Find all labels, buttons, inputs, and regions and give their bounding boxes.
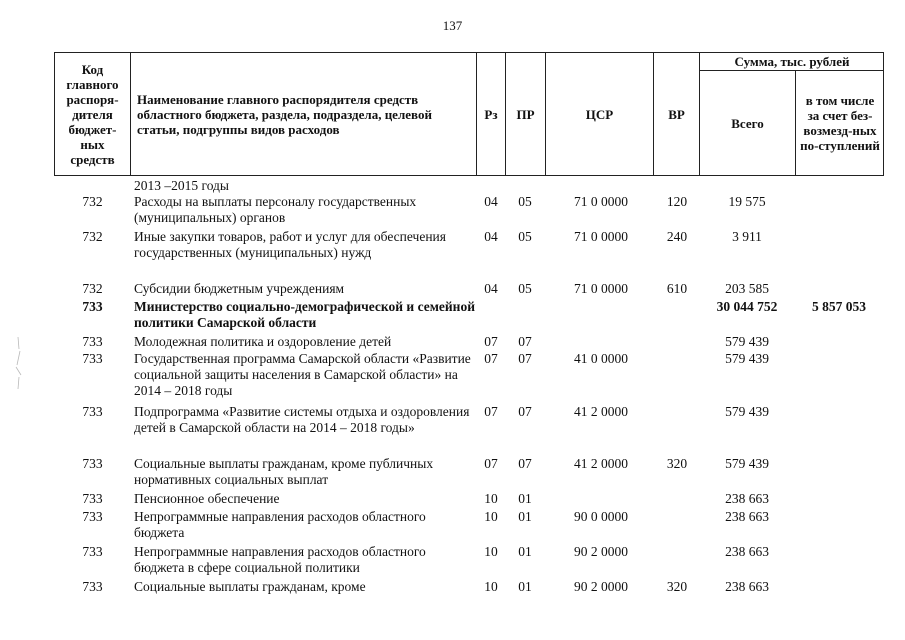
row-code: 732 [82, 229, 103, 244]
row-total: 30 044 752 [716, 299, 778, 314]
row-rz: 10 [484, 491, 498, 506]
row-code: 733 [82, 491, 103, 506]
row-pr: 07 [518, 404, 532, 419]
row-rz: 04 [484, 281, 498, 296]
row-csr: 90 2 0000 [574, 579, 628, 594]
row-name: Министерство социально-демографической и семейной политики Самарской области [134, 299, 475, 330]
row-total: 203 585 [725, 281, 769, 296]
row-pr: 05 [518, 281, 532, 296]
row-rz: 07 [484, 351, 498, 366]
row-pr: 01 [518, 509, 532, 524]
row-name: Государственная программа Самарской области «Развитие социальной защиты населения в Самарской области» на 2014 – 2018 годы [134, 351, 471, 398]
scan-artifact [8, 335, 28, 395]
row-gratuitous: 5 857 053 [812, 299, 866, 314]
row-name: Пенсионное обеспечение [134, 491, 280, 506]
row-code: 733 [82, 544, 103, 559]
header-code: Код главного распоря-дителя бюджет-ных средств [66, 61, 119, 167]
row-rz: 10 [484, 544, 498, 559]
row-rz: 04 [484, 229, 498, 244]
row-csr: 41 2 0000 [574, 456, 628, 471]
header-pr: ПР [516, 106, 535, 122]
header-vr: ВР [668, 106, 685, 122]
row-total: 238 663 [725, 509, 769, 524]
row-name: Социальные выплаты гражданам, кроме [134, 579, 366, 594]
row-name: Непрограммные направления расходов областного бюджета [134, 509, 426, 540]
row-rz: 07 [484, 456, 498, 471]
row-csr: 71 0 0000 [574, 281, 628, 296]
row-name: Подпрограмма «Развитие системы отдыха и оздоровления детей в Самарской области на 2014 – 2018 годы» [134, 404, 470, 435]
row-total: 3 911 [732, 229, 762, 244]
row-total: 579 439 [725, 404, 769, 419]
row-total: 238 663 [725, 579, 769, 594]
row-pr: 01 [518, 544, 532, 559]
row-rz: 10 [484, 579, 498, 594]
row-total: 579 439 [725, 456, 769, 471]
row-total: 579 439 [725, 351, 769, 366]
row-code: 733 [82, 509, 103, 524]
row-code: 733 [82, 456, 103, 471]
row-pr: 05 [518, 229, 532, 244]
row-pr: 01 [518, 579, 532, 594]
row-name: Иные закупки товаров, работ и услуг для обеспечения государственных (муниципальных) нужд [134, 229, 446, 260]
row-code: 733 [82, 404, 103, 419]
row-csr: 90 0 0000 [574, 509, 628, 524]
row-vr: 120 [666, 194, 688, 209]
row-rz: 07 [484, 404, 498, 419]
row-total: 238 663 [725, 491, 769, 506]
row-code: 732 [82, 281, 103, 296]
row-name: Расходы на выплаты персоналу государственных (муниципальных) органов [134, 194, 417, 225]
row-vr: 610 [666, 281, 688, 296]
row-pr: 01 [518, 491, 532, 506]
row-code: 733 [82, 334, 103, 349]
row-rz: 07 [484, 334, 498, 349]
row-csr: 71 0 0000 [574, 194, 628, 209]
row-pr: 07 [518, 351, 532, 366]
row-code: 733 [82, 579, 103, 594]
row-total: 19 575 [728, 194, 766, 209]
row-name: Социальные выплаты гражданам, кроме публичных нормативных социальных выплат [134, 456, 434, 487]
row-vr: 320 [666, 579, 688, 594]
row-name: Непрограммные направления расходов областного бюджета в сфере социальной политики [134, 544, 426, 575]
row-rz: 10 [484, 509, 498, 524]
header-rz: Рз [484, 106, 498, 122]
header-gratuitous: в том числе за счет без-возмезд-ных по-ступлений [800, 93, 880, 153]
row-code: 732 [82, 194, 103, 209]
row-csr: 90 2 0000 [574, 544, 628, 559]
row-name: Молодежная политика и оздоровление детей [134, 334, 392, 349]
row-csr: 41 2 0000 [574, 404, 628, 419]
row-pr: 07 [518, 456, 532, 471]
row-total: 238 663 [725, 544, 769, 559]
row-pr: 07 [518, 334, 532, 349]
row-csr: 41 0 0000 [574, 351, 628, 366]
row-total: 579 439 [725, 334, 769, 349]
row-code: 733 [82, 299, 103, 314]
page-number: 137 [442, 18, 463, 33]
row-pr: 05 [518, 194, 532, 209]
row-code: 733 [82, 351, 103, 366]
header-name: Наименование главного распорядителя средств областного бюджета, раздела, подраздела, целевой статьи, подгруппы видов расходов [137, 91, 432, 137]
header-total: Всего [731, 115, 764, 131]
row-name: 2013 –2015 годы [134, 178, 230, 193]
row-name: Субсидии бюджетным учреждениям [134, 281, 345, 296]
row-vr: 240 [666, 229, 688, 244]
header-csr: ЦСР [585, 106, 614, 122]
row-rz: 04 [484, 194, 498, 209]
header-sum: Сумма, тыс. рублей [734, 54, 850, 69]
row-vr: 320 [666, 456, 688, 471]
row-csr: 71 0 0000 [574, 229, 628, 244]
